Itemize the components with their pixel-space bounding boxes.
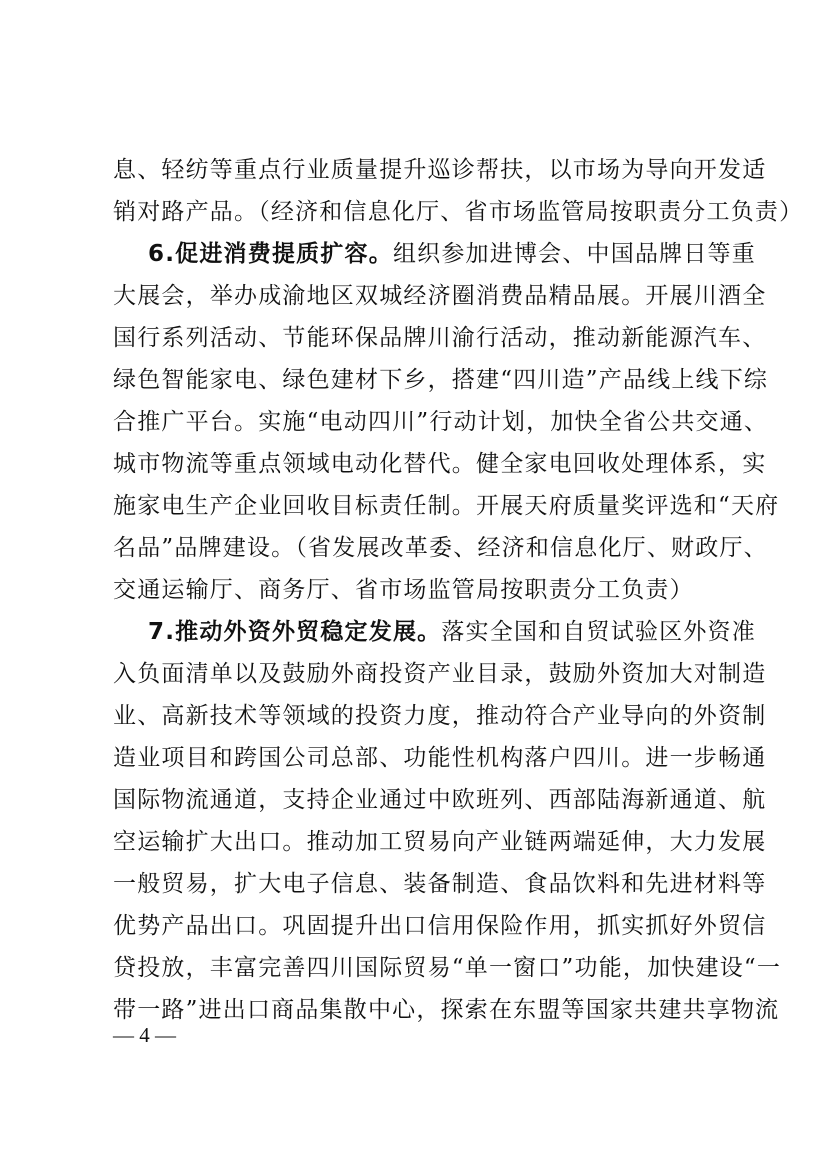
body-text-line: 国际物流通道，支持企业通过中欧班列、西部陆海新通道、航 bbox=[113, 787, 767, 813]
body-text-line: 销对路产品。（经济和信息化厅、省市场监管局按职责分工负责） bbox=[113, 199, 804, 225]
body-text-line: 贷投放，丰富完善四川国际贸易“单一窗口”功能，加快建设“一 bbox=[113, 955, 782, 981]
page-number: — 4 — bbox=[113, 1023, 176, 1047]
body-text-line: 空运输扩大出口。推动加工贸易向产业链两端延伸，大力发展 bbox=[113, 829, 767, 855]
section-6-heading: 6.促进消费提质扩容。 bbox=[148, 241, 393, 267]
section-7-heading: 7.推动外资外贸稳定发展。 bbox=[148, 619, 442, 645]
section-6-text: 组织参加进博会、中国品牌日等重 bbox=[392, 241, 756, 267]
section-7-text: 落实全国和自贸试验区外资准 bbox=[441, 619, 756, 645]
section-6-first-line bbox=[148, 234, 756, 274]
body-text-line: 城市物流等重点领域电动化替代。健全家电回收处理体系，实 bbox=[113, 451, 767, 477]
body-text-line: 带一路”进出口商品集散中心，探索在东盟等国家共建共享物流 bbox=[113, 997, 780, 1023]
body-text-line: 入负面清单以及鼓励外商投资产业目录，鼓励外资加大对制造 bbox=[113, 661, 767, 687]
body-text-line: 大展会，举办成渝地区双城经济圈消费品精品展。开展川酒全 bbox=[113, 283, 767, 309]
body-text-line: 造业项目和跨国公司总部、功能性机构落户四川。进一步畅通 bbox=[113, 745, 767, 771]
body-text-line: 息、轻纺等重点行业质量提升巡诊帮扶，以市场为导向开发适 bbox=[113, 157, 767, 183]
body-text-line: 一般贸易，扩大电子信息、装备制造、食品饮料和先进材料等 bbox=[113, 871, 767, 897]
body-text-line: 合推广平台。实施“电动四川”行动计划，加快全省公共交通、 bbox=[113, 409, 769, 435]
section-7-first-line bbox=[148, 612, 756, 652]
body-text-line: 业、高新技术等领域的投资力度，推动符合产业导向的外资制 bbox=[113, 703, 767, 729]
body-text-line: 绿色智能家电、绿色建材下乡，搭建“四川造”产品线上线下综 bbox=[113, 367, 769, 393]
body-text-line: 名品”品牌建设。（省发展改革委、经济和信息化厅、财政厅、 bbox=[113, 535, 768, 561]
body-text-line: 国行系列活动、节能环保品牌川渝行活动，推动新能源汽车、 bbox=[113, 325, 767, 351]
body-text-line: 交通运输厅、商务厅、省市场监管局按职责分工负责） bbox=[113, 577, 694, 603]
body-text-line: 优势产品出口。巩固提升出口信用保险作用，抓实抓好外贸信 bbox=[113, 913, 767, 939]
body-text-line: 施家电生产企业回收目标责任制。开展天府质量奖评选和“天府 bbox=[113, 493, 780, 519]
